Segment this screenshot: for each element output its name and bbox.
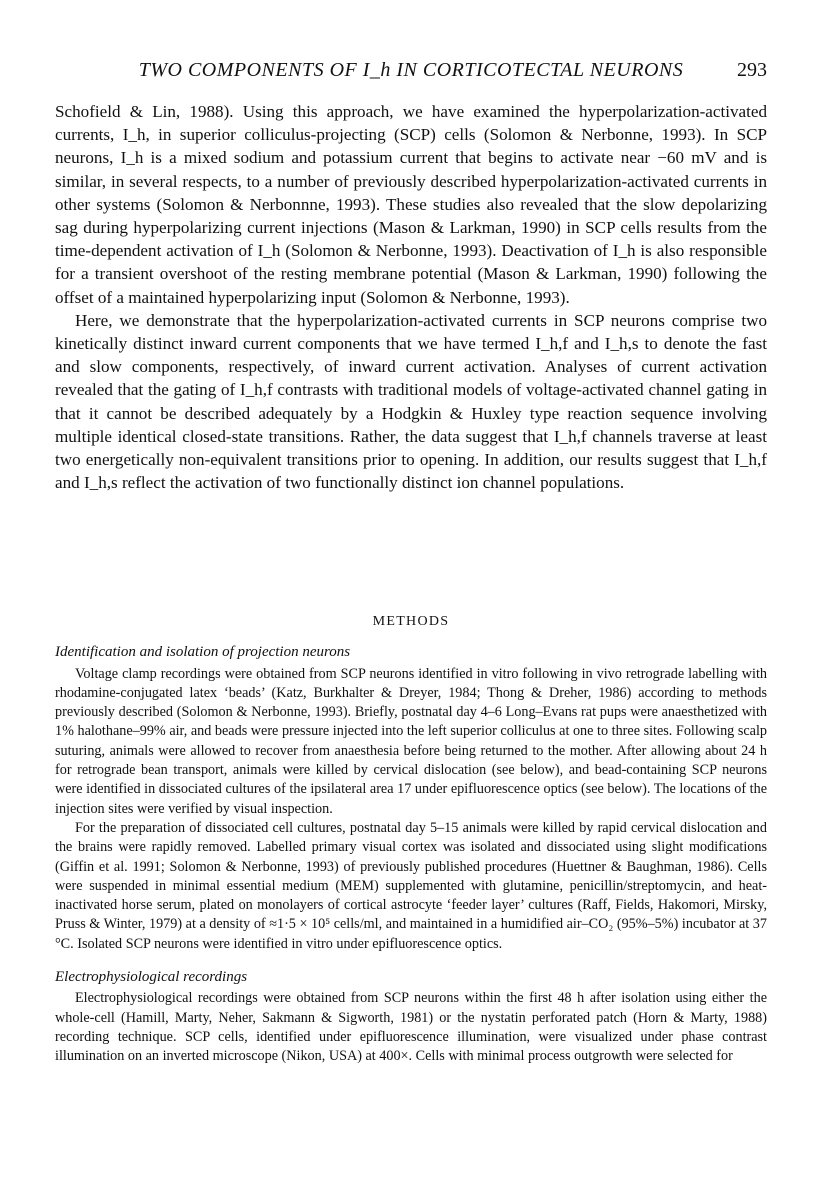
methods-paragraph-1: Voltage clamp recordings were obtained from SCP neurons identified in vitro following in vivo retrograde labelling with rhodamine-conjugated latex ‘beads’ (Katz, Burkhalter & Dreyer, 1984; Thong & Dreher, 1986) according to methods previously described (Solomon & Nerbonne, 1993). Briefly, postnatal day 4–6 Long–Evans rat pups were anaesthetized with 1% halothane–99% air, and beads were pressure injected into the left superior colliculus at one to three sites. Following scalp suturing, animals were allowed to recover from anaesthesia before being returned to the mother. After allowing about 24 h for retrograde bean transport, animals were killed by cervical dislocation (see below), and bead-containing SCP neurons were identified in dissociated cultures of the ipsilateral area 17 under epifluorescence optics (see below). The locations of the injection sites were verified by visual inspection. <box>55 665 767 817</box>
subsection-title-identification: Identification and isolation of projection neurons <box>55 644 351 661</box>
methods-section <box>55 612 767 1067</box>
intro-paragraph-2: Here, we demonstrate that the hyperpolarization-activated currents in SCP neurons comprise two kinetically distinct inward current components that we have termed I_h,f and I_h,s to denote the fast and slow components, respectively, of inward current activation. Analyses of current activation revealed that the gating of I_h,f contrasts with traditional models of voltage-activated channel gating in that it cannot be described adequately by a Hodgkin & Huxley type reaction sequence involving multiple identical closed-state transitions. Rather, the data suggest that I_h,f channels traverse at least two energetically non-equivalent transitions prior to opening. In addition, our results suggest that I_h,f and I_h,s reflect the activation of two functionally distinct ion channel populations. <box>55 310 767 493</box>
subsection-title-electrophysiology: Electrophysiological recordings <box>55 969 248 986</box>
methods-paragraph-3: Electrophysiological recordings were obtained from SCP neurons within the first 48 h after isolation using either the whole-cell (Hamill, Marty, Neher, Sakmann & Sigworth, 1981) or the nystatin perforated patch (Horn & Marty, 1988) recording technique. SCP cells, identified under epifluorescence illumination, were visualized under phase contrast illumination on an inverted microscope (Nikon, USA) at 400×. Cells with minimal process outgrowth were selected for <box>55 990 767 1065</box>
page-number: 293 <box>737 59 767 81</box>
section-gap <box>55 954 767 968</box>
methods-heading: METHODS <box>372 614 450 629</box>
running-title: TWO COMPONENTS OF I_h IN CORTICOTECTAL NEURONS <box>138 59 684 81</box>
intro-paragraph-1: Schofield & Lin, 1988). Using this approach, we have examined the hyperpolarization-activated currents, I_h, in superior colliculus-projecting (SCP) cells (Solomon & Nerbonne, 1993). In SCP neurons, I_h is a mixed sodium and potassium current that begins to activate near −60 mV and is similar, in several respects, to a number of previously described hyperpolarization-activated currents in other systems (Solomon & Nerbonnne, 1993). These studies also revealed that the slow depolarizing sag during hyperpolarizing current injections (Mason & Larkman, 1990) in SCP cells results from the time-dependent activation of I_h (Solomon & Nerbonne, 1993). Deactivation of I_h is also responsible for a transient overshoot of the resting membrane potential (Mason & Larkman, 1990) following the offset of a maintained hyperpolarizing input (Solomon & Nerbonne, 1993). <box>55 102 767 307</box>
intro-text <box>55 100 767 494</box>
page-header <box>55 44 767 84</box>
methods-paragraph-2: For the preparation of dissociated cell cultures, postnatal day 5–15 animals were killed by rapid cervical dislocation and the brains were rapidly removed. Labelled primary visual cortex was isolated and dissociated using slight modifications (Giffin et al. 1991; Solomon & Nerbonne, 1993) of previously published procedures (Huettner & Baughman, 1986). Cells were suspended in minimal essential medium (MEM) supplemented with glutamine, penicillin/streptomycin, and heat-inactivated horse serum, plated on monolayers of cortical astrocyte ‘feeder layer’ cultures (Raff, Fields, Hakomori, Mirsky, Pruss & Winter, 1979) at a density of ≈1·5 × 10⁵ cells/ml, and maintained in a humidified air–CO₂ (95%–5%) incubator at 37 °C. Isolated SCP neurons were identified in vitro under epifluorescence optics. <box>55 819 767 952</box>
